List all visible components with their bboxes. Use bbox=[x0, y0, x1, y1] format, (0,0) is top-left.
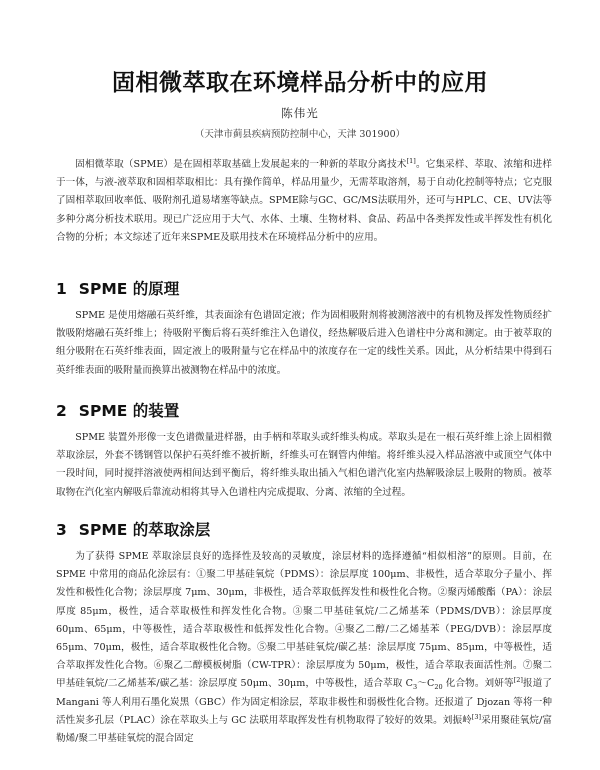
section-3-text: 采用聚硅氧烷/富勒烯/聚二甲基硅氧烷的混合固定 bbox=[56, 714, 552, 745]
section-3-text: ～C bbox=[417, 678, 435, 690]
citation-ref: [3] bbox=[471, 712, 482, 721]
section-number: 2 bbox=[56, 402, 67, 420]
citation-ref: [2] bbox=[513, 676, 523, 685]
section-2-body: SPME 装置外形像一支色谱微量进样器，由手柄和萃取头或纤维头构成。萃取头是在一根石英纤维上涂上固相微萃取涂层，外套不锈钢管以保护石英纤维不被折断，纤维头可在钢管内伸缩。将纤维头浸入样品溶液中或顶空气体中一段时间，同时搅拌溶液使两相间达到平衡后，将纤维头取出插入气相色谱汽化室内热解吸涂层上吸附的物质。被萃取物在汽化室内解吸后靠流动相将其导入色谱柱内完成提取、分离、浓缩的全过程。 bbox=[56, 432, 552, 498]
abstract-paragraph bbox=[56, 156, 552, 247]
section-1-body: SPME 是使用熔融石英纤维，其表面涂有色谱固定液；作为固相吸附剂将被测溶液中的有机物及挥发性物质经扩散吸附熔融石英纤维上；待吸附平衡后将石英纤维注入色谱仪，经热解吸后进入色谱柱中分离和测定。由于被萃取的组分吸附在石英纤维表面，固定液上的吸附量与它在样品中的浓度存在一定的线性关系。因此，从分析结果中得到石英纤维表面的吸附量而换算出被测物在样品中的浓度。 bbox=[56, 310, 552, 376]
paper-title: 固相微萃取在环境样品分析中的应用 bbox=[112, 70, 488, 96]
section-heading-1 bbox=[56, 277, 556, 299]
abstract-text: 。它集采样、萃取、浓缩和进样于一体，与液-液萃取和固相萃取相比：具有操作简单，样品用量少，无需萃取溶剂，易于自动化控制等特点；它克服了固相萃取回收率低、吸附剂孔道易堵塞等缺点。SPME除与GC、GC/MS法联用外，还可与HPLC、CE、UV法等多种分离分析技术联用。现已广泛应用于大气、水体、土壤、生物材料、食品、药品中各类挥发性或半挥发性有机化合物的分析；本文综述了近年来SPME及联用技术在环境样品分析中的应用。 bbox=[56, 159, 553, 243]
section-3-body bbox=[56, 548, 552, 768]
citation-ref: [1] bbox=[406, 156, 416, 165]
section-heading-2 bbox=[56, 399, 556, 421]
author-name: 陈伟光 bbox=[281, 106, 319, 120]
section-3-text: 化合物。刘妍等 bbox=[442, 678, 514, 690]
section-heading-3 bbox=[56, 518, 556, 540]
section-title: SPME 的装置 bbox=[78, 402, 180, 420]
section-number: 3 bbox=[56, 521, 67, 539]
subscript: 3 bbox=[413, 683, 418, 692]
section-3-text: 报道了 Mangani 等人利用石墨化炭黑（GBC）作为固定相涂层，萃取非极性和弱极性化合物。还报道了 Djozan 等将一种活性炭多孔层（PLAC）涂在萃取头上与 GC 法联用萃取挥发性有机物取得了较好的效果。刘振岭 bbox=[56, 678, 552, 726]
section-number: 1 bbox=[56, 280, 67, 298]
section-title: SPME 的原理 bbox=[78, 280, 180, 298]
section-3-text: 为了获得 SPME 萃取涂层良好的选择性及较高的灵敏度，涂层材料的选择遵循“相似相溶”的原则。目前，在 SPME 中常用的商品化涂层有：①聚二甲基硅氧烷（PDMS）：涂层厚度 100μm、非极性，适合萃取分子量小、挥发性和极性化合物；涂层厚度 7μm、30μm，非极性，适合萃取低挥发性和极性化合物。②聚丙烯酸酯（PA）：涂层厚度 85μm，极性，适合萃取极性和挥发性化合物。③聚二甲基硅氧烷/二乙烯基苯（PDMS/DVB）：涂层厚度 60μm、65μm，中等极性，适合萃取极性和低挥发性化合物。④聚乙二醇/二乙烯基苯（PEG/DVB）：涂层厚度 65μm、70μm，极性，适合萃取极性化合物。⑤聚二甲基硅氧烷/碳乙基：涂层厚度 75μm、85μm，中等极性，适合萃取挥发性化合物。⑥聚乙二醇模板树脂（CW-TPR）：涂层厚度为 50μm，极性，适合萃取表面活性剂。⑦聚二甲基硅氧烷/二乙烯基苯/碳乙基：涂层厚度 50μm、30μm，中等极性，适合萃取 C bbox=[56, 551, 552, 690]
subscript: 20 bbox=[434, 683, 443, 692]
abstract-text: 固相微萃取（SPME）是在固相萃取基础上发展起来的一种新的萃取分离技术 bbox=[75, 159, 407, 170]
author-affiliation: （天津市蓟县疾病预防控制中心，天津 301900） bbox=[194, 129, 406, 140]
section-title: SPME 的萃取涂层 bbox=[78, 521, 211, 539]
